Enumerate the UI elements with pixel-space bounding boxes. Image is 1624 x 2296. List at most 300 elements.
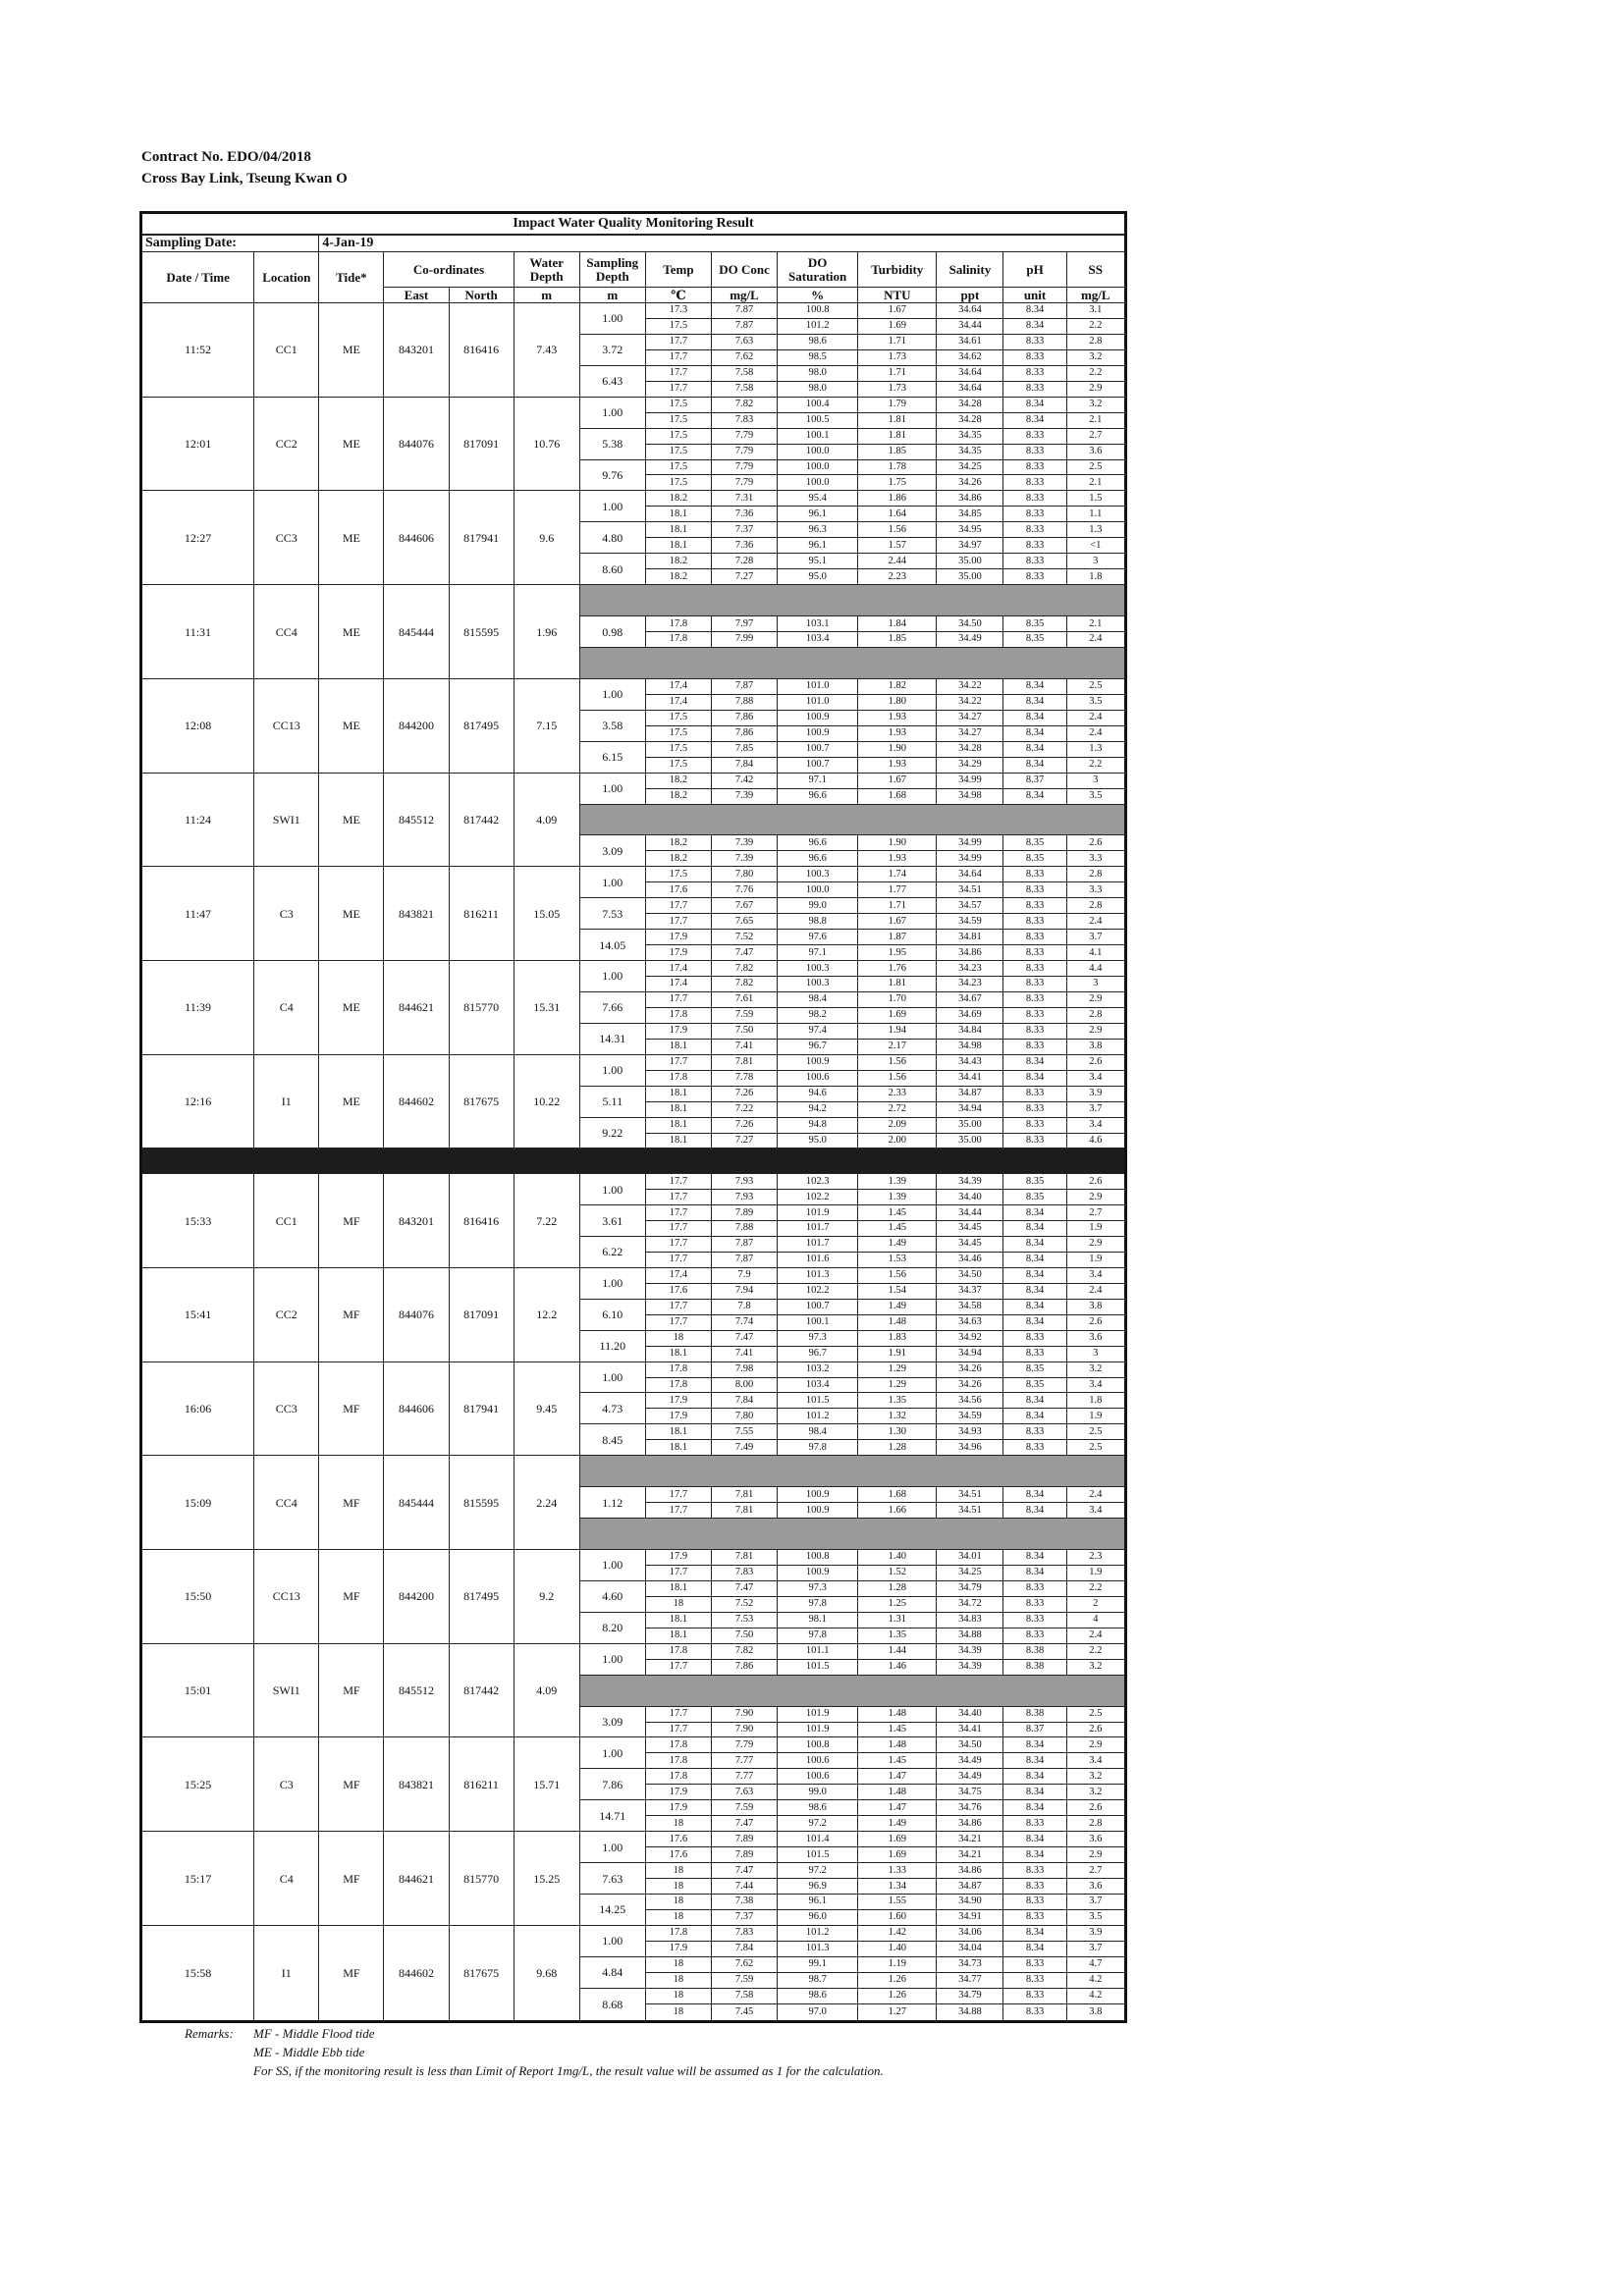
measure-do-conc: 7.36 xyxy=(711,538,777,554)
measure-do-saturation: 94.2 xyxy=(778,1101,858,1117)
measure-do-conc: 7.8 xyxy=(711,1299,777,1314)
measure-salinity: 34.86 xyxy=(937,945,1003,961)
measure-do-conc: 7.82 xyxy=(711,961,777,977)
measure-do-conc: 7.79 xyxy=(711,475,777,491)
measure-ph: 8.34 xyxy=(1003,1054,1066,1070)
measure-turbidity: 1.35 xyxy=(858,1628,937,1643)
measure-ss: 2.6 xyxy=(1066,1722,1125,1737)
water-depth: 7.15 xyxy=(514,678,579,773)
measure-salinity: 34.64 xyxy=(937,867,1003,882)
measure-ph: 8.33 xyxy=(1003,1101,1066,1117)
measure-turbidity: 1.44 xyxy=(858,1643,937,1659)
measure-salinity: 34.49 xyxy=(937,1769,1003,1785)
measure-do-conc: 7.93 xyxy=(711,1190,777,1205)
coord-east: 843821 xyxy=(384,1737,449,1832)
measure-ss: 2.9 xyxy=(1066,1737,1125,1753)
measure-ph: 8.33 xyxy=(1003,459,1066,475)
measure-do-conc: 7.58 xyxy=(711,1988,777,2003)
measure-do-conc: 7.87 xyxy=(711,303,777,319)
measure-do-conc: 7.99 xyxy=(711,632,777,648)
table-row xyxy=(141,867,1126,882)
coord-north: 816211 xyxy=(449,867,514,961)
measure-do-saturation: 100.0 xyxy=(778,475,858,491)
measure-ph: 8.34 xyxy=(1003,1205,1066,1221)
measure-temp: 18.1 xyxy=(645,538,711,554)
sampling-depth: 1.00 xyxy=(579,961,645,992)
measure-do-saturation: 101.0 xyxy=(778,678,858,694)
measure-salinity: 34.92 xyxy=(937,1330,1003,1346)
measure-ss: 2.8 xyxy=(1066,1007,1125,1023)
measure-salinity: 34.56 xyxy=(937,1393,1003,1409)
coord-north: 815595 xyxy=(449,585,514,679)
sampling-depth: 14.31 xyxy=(579,1023,645,1054)
measure-ss: 2.8 xyxy=(1066,1816,1125,1832)
measure-do-saturation: 98.0 xyxy=(778,381,858,397)
blank-depth-band xyxy=(579,1675,1125,1706)
measure-ss: 4.2 xyxy=(1066,1972,1125,1988)
measure-do-conc: 7.77 xyxy=(711,1769,777,1785)
measure-do-saturation: 97.8 xyxy=(778,1596,858,1612)
measure-temp: 17.7 xyxy=(645,914,711,930)
measure-temp: 18.2 xyxy=(645,851,711,867)
measure-turbidity: 1.66 xyxy=(858,1503,937,1519)
measure-ph: 8.33 xyxy=(1003,444,1066,459)
measure-salinity: 34.67 xyxy=(937,991,1003,1007)
tide-code: ME xyxy=(319,303,384,398)
measure-salinity: 35.00 xyxy=(937,569,1003,585)
coord-north: 817495 xyxy=(449,678,514,773)
measure-salinity: 34.86 xyxy=(937,491,1003,507)
measure-turbidity: 1.79 xyxy=(858,397,937,412)
measure-turbidity: 1.67 xyxy=(858,773,937,788)
sampling-depth: 3.58 xyxy=(579,710,645,741)
measure-temp: 18.1 xyxy=(645,1424,711,1440)
measure-do-conc: 7.81 xyxy=(711,1550,777,1566)
measure-ph: 8.34 xyxy=(1003,1753,1066,1769)
measure-ss: 3.6 xyxy=(1066,1832,1125,1847)
measure-do-conc: 7.76 xyxy=(711,882,777,898)
measure-turbidity: 1.30 xyxy=(858,1424,937,1440)
measure-ph: 8.33 xyxy=(1003,2003,1066,2021)
measure-temp: 17.5 xyxy=(645,397,711,412)
blank-depth-band xyxy=(579,1456,1125,1487)
measure-ph: 8.34 xyxy=(1003,1252,1066,1267)
coord-north: 815595 xyxy=(449,1456,514,1550)
measure-do-saturation: 98.6 xyxy=(778,1988,858,2003)
measure-turbidity: 1.29 xyxy=(858,1362,937,1377)
measure-do-conc: 7.85 xyxy=(711,741,777,757)
measure-do-saturation: 101.4 xyxy=(778,1832,858,1847)
measure-turbidity: 1.28 xyxy=(858,1580,937,1596)
measure-temp: 17.8 xyxy=(645,616,711,632)
measure-ph: 8.34 xyxy=(1003,1487,1066,1503)
tide-code: MF xyxy=(319,1550,384,1644)
tide-code: MF xyxy=(319,1643,384,1737)
measure-do-conc: 7.62 xyxy=(711,349,777,365)
coord-east: 844606 xyxy=(384,1362,449,1456)
measure-do-saturation: 96.6 xyxy=(778,851,858,867)
tide-separator-row xyxy=(141,1148,1126,1174)
measure-do-conc: 7.82 xyxy=(711,1643,777,1659)
sample-time: 12:27 xyxy=(141,491,254,585)
measure-ph: 8.33 xyxy=(1003,1879,1066,1895)
measure-salinity: 34.40 xyxy=(937,1190,1003,1205)
station-location: CC2 xyxy=(254,397,319,491)
measure-temp: 17.7 xyxy=(645,1565,711,1580)
measure-salinity: 34.75 xyxy=(937,1785,1003,1800)
measure-turbidity: 1.45 xyxy=(858,1205,937,1221)
measure-do-saturation: 95.1 xyxy=(778,554,858,569)
measure-ph: 8.34 xyxy=(1003,1299,1066,1314)
coord-east: 845512 xyxy=(384,1643,449,1737)
measure-do-saturation: 96.1 xyxy=(778,507,858,522)
measure-turbidity: 1.25 xyxy=(858,1596,937,1612)
measure-do-conc: 7.52 xyxy=(711,930,777,945)
measure-turbidity: 1.46 xyxy=(858,1659,937,1675)
sampling-date: 4-Jan-19 xyxy=(319,235,1126,252)
measure-ph: 8.35 xyxy=(1003,1377,1066,1393)
measure-do-saturation: 96.9 xyxy=(778,1879,858,1895)
measure-do-conc: 7.97 xyxy=(711,616,777,632)
measure-salinity: 34.91 xyxy=(937,1909,1003,1925)
measure-ss: 1.3 xyxy=(1066,522,1125,538)
measure-do-conc: 7.90 xyxy=(711,1722,777,1737)
measure-turbidity: 2.17 xyxy=(858,1039,937,1054)
measure-do-saturation: 101.5 xyxy=(778,1847,858,1863)
measure-do-conc: 7.39 xyxy=(711,788,777,804)
measure-do-conc: 7.87 xyxy=(711,678,777,694)
col-sampling-depth: Sampling Depth xyxy=(579,252,645,288)
water-quality-table xyxy=(139,211,1127,2023)
measure-do-saturation: 100.3 xyxy=(778,961,858,977)
measure-do-conc: 7.44 xyxy=(711,1879,777,1895)
sampling-depth: 7.63 xyxy=(579,1863,645,1895)
table-row xyxy=(141,1456,1126,1471)
measure-salinity: 34.77 xyxy=(937,1972,1003,1988)
measure-temp: 17.7 xyxy=(645,381,711,397)
measure-do-saturation: 101.2 xyxy=(778,318,858,334)
measure-salinity: 34.39 xyxy=(937,1659,1003,1675)
measure-salinity: 34.73 xyxy=(937,1956,1003,1972)
measure-ph: 8.33 xyxy=(1003,1863,1066,1879)
measure-salinity: 34.21 xyxy=(937,1832,1003,1847)
sampling-depth: 4.84 xyxy=(579,1956,645,1988)
tide-code: ME xyxy=(319,491,384,585)
measure-ph: 8.33 xyxy=(1003,1424,1066,1440)
measure-salinity: 34.25 xyxy=(937,459,1003,475)
measure-temp: 17.8 xyxy=(645,632,711,648)
measure-ph: 8.33 xyxy=(1003,1086,1066,1101)
measure-ss: 3.8 xyxy=(1066,1299,1125,1314)
measure-temp: 17.7 xyxy=(645,1190,711,1205)
measure-do-conc: 7.59 xyxy=(711,1972,777,1988)
measure-turbidity: 1.45 xyxy=(858,1753,937,1769)
remarks-label: Remarks: xyxy=(185,2026,234,2041)
measure-do-conc: 7.47 xyxy=(711,1580,777,1596)
measure-temp: 17.7 xyxy=(645,1706,711,1722)
table-row xyxy=(141,1925,1126,1941)
measure-turbidity: 1.93 xyxy=(858,851,937,867)
measure-ss: 2.8 xyxy=(1066,898,1125,914)
measure-do-saturation: 94.6 xyxy=(778,1086,858,1101)
tide-code: ME xyxy=(319,773,384,867)
tide-code: ME xyxy=(319,867,384,961)
measure-do-saturation: 96.7 xyxy=(778,1039,858,1054)
measure-do-conc: 7.80 xyxy=(711,1409,777,1424)
remark-me: ME - Middle Ebb tide xyxy=(253,2045,365,2059)
measure-ph: 8.35 xyxy=(1003,1190,1066,1205)
measure-ss: 3.2 xyxy=(1066,349,1125,365)
measure-temp: 17.9 xyxy=(645,1941,711,1956)
tide-code: ME xyxy=(319,678,384,773)
table-row xyxy=(141,1737,1126,1753)
tide-separator xyxy=(141,1148,1126,1174)
measure-do-saturation: 96.6 xyxy=(778,835,858,851)
measure-ss: 3.2 xyxy=(1066,1659,1125,1675)
measure-do-saturation: 98.4 xyxy=(778,1424,858,1440)
measure-do-saturation: 102.2 xyxy=(778,1283,858,1299)
measure-salinity: 34.51 xyxy=(937,882,1003,898)
measure-do-conc: 7.89 xyxy=(711,1832,777,1847)
unit-water-depth: m xyxy=(514,288,579,303)
measure-do-conc: 7.62 xyxy=(711,1956,777,1972)
measure-do-saturation: 95.4 xyxy=(778,491,858,507)
measure-temp: 18.2 xyxy=(645,773,711,788)
measure-salinity: 34.86 xyxy=(937,1816,1003,1832)
measure-salinity: 34.69 xyxy=(937,1007,1003,1023)
measure-ph: 8.34 xyxy=(1003,694,1066,710)
measure-do-saturation: 102.2 xyxy=(778,1190,858,1205)
measure-do-conc: 7.58 xyxy=(711,381,777,397)
measure-ph: 8.33 xyxy=(1003,1816,1066,1832)
measure-do-conc: 7.36 xyxy=(711,507,777,522)
measure-do-conc: 7.55 xyxy=(711,1424,777,1440)
measure-ph: 8.33 xyxy=(1003,930,1066,945)
sampling-depth: 1.00 xyxy=(579,1737,645,1769)
measure-ph: 8.33 xyxy=(1003,1023,1066,1039)
measure-turbidity: 1.49 xyxy=(858,1816,937,1832)
measure-do-saturation: 100.5 xyxy=(778,412,858,428)
measure-temp: 18 xyxy=(645,1330,711,1346)
project-name: Cross Bay Link, Tseung Kwan O xyxy=(141,171,348,187)
measure-salinity: 34.96 xyxy=(937,1440,1003,1456)
measure-ph: 8.33 xyxy=(1003,569,1066,585)
station-location: C3 xyxy=(254,867,319,961)
measure-do-saturation: 97.3 xyxy=(778,1580,858,1596)
measure-salinity: 34.26 xyxy=(937,475,1003,491)
measure-ss: 4.6 xyxy=(1066,1133,1125,1148)
measure-ss: 3 xyxy=(1066,976,1125,991)
measure-do-conc: 7.80 xyxy=(711,867,777,882)
measure-do-saturation: 98.5 xyxy=(778,349,858,365)
tide-code: MF xyxy=(319,1174,384,1268)
measure-do-saturation: 101.2 xyxy=(778,1409,858,1424)
measure-ss: 3.7 xyxy=(1066,1894,1125,1909)
measure-do-conc: 7.47 xyxy=(711,1816,777,1832)
measure-turbidity: 1.71 xyxy=(858,334,937,349)
measure-ss: 2.4 xyxy=(1066,710,1125,725)
measure-salinity: 34.26 xyxy=(937,1362,1003,1377)
station-location: SWI1 xyxy=(254,1643,319,1737)
measure-ss: 3.9 xyxy=(1066,1925,1125,1941)
station-location: C3 xyxy=(254,1737,319,1832)
water-depth: 7.43 xyxy=(514,303,579,398)
measure-do-saturation: 98.6 xyxy=(778,1800,858,1816)
sample-time: 15:33 xyxy=(141,1174,254,1268)
measure-turbidity: 2.44 xyxy=(858,554,937,569)
measure-do-saturation: 100.9 xyxy=(778,1503,858,1519)
measure-turbidity: 1.28 xyxy=(858,1440,937,1456)
measure-turbidity: 1.64 xyxy=(858,507,937,522)
sampling-date-label: Sampling Date: xyxy=(141,235,319,252)
measure-do-conc: 7.84 xyxy=(711,757,777,773)
sampling-depth: 1.00 xyxy=(579,1174,645,1205)
sampling-depth: 1.12 xyxy=(579,1487,645,1519)
measure-ss: 2.2 xyxy=(1066,365,1125,381)
measure-do-conc: 7.86 xyxy=(711,1659,777,1675)
measure-do-conc: 7.39 xyxy=(711,835,777,851)
measure-salinity: 34.79 xyxy=(937,1988,1003,2003)
measure-salinity: 34.39 xyxy=(937,1643,1003,1659)
remark-ss-note: For SS, if the monitoring result is less than Limit of Report 1mg/L, the result value will be assumed as 1 for the calculation. xyxy=(253,2063,884,2078)
measure-ph: 8.34 xyxy=(1003,1550,1066,1566)
sampling-depth: 1.00 xyxy=(579,1643,645,1675)
measure-do-saturation: 100.8 xyxy=(778,1737,858,1753)
coord-east: 845512 xyxy=(384,773,449,867)
measure-temp: 17.9 xyxy=(645,945,711,961)
measure-do-saturation: 95.0 xyxy=(778,569,858,585)
measure-do-conc: 7.27 xyxy=(711,569,777,585)
measure-salinity: 34.86 xyxy=(937,1863,1003,1879)
measure-salinity: 34.41 xyxy=(937,1722,1003,1737)
measure-turbidity: 1.78 xyxy=(858,459,937,475)
sampling-depth: 8.68 xyxy=(579,1988,645,2021)
measure-ph: 8.33 xyxy=(1003,882,1066,898)
table-row xyxy=(141,397,1126,412)
measure-ss: 2.9 xyxy=(1066,381,1125,397)
measure-ss: 3.3 xyxy=(1066,882,1125,898)
measure-turbidity: 1.27 xyxy=(858,2003,937,2021)
measure-do-conc: 7.59 xyxy=(711,1007,777,1023)
sampling-depth: 4.80 xyxy=(579,522,645,554)
measure-do-conc: 7.86 xyxy=(711,725,777,741)
measure-turbidity: 2.23 xyxy=(858,569,937,585)
measure-ph: 8.33 xyxy=(1003,349,1066,365)
measure-do-saturation: 98.6 xyxy=(778,334,858,349)
measure-do-conc: 7.83 xyxy=(711,1925,777,1941)
measure-temp: 17.6 xyxy=(645,882,711,898)
measure-turbidity: 1.49 xyxy=(858,1299,937,1314)
sampling-depth: 8.60 xyxy=(579,554,645,585)
coord-east: 844602 xyxy=(384,1925,449,2021)
measure-temp: 17.7 xyxy=(645,1174,711,1190)
measure-turbidity: 1.40 xyxy=(858,1550,937,1566)
measure-temp: 18 xyxy=(645,1988,711,2003)
measure-turbidity: 1.54 xyxy=(858,1283,937,1299)
measure-temp: 17.6 xyxy=(645,1832,711,1847)
measure-temp: 18 xyxy=(645,1894,711,1909)
measure-do-conc: 7.39 xyxy=(711,851,777,867)
measure-salinity: 34.58 xyxy=(937,1299,1003,1314)
measure-ph: 8.33 xyxy=(1003,1580,1066,1596)
coord-north: 816416 xyxy=(449,303,514,398)
measure-ss: 2.6 xyxy=(1066,1174,1125,1190)
measure-temp: 17.8 xyxy=(645,1769,711,1785)
col-turbidity: Turbidity xyxy=(858,252,937,288)
measure-salinity: 34.88 xyxy=(937,2003,1003,2021)
measure-ph: 8.34 xyxy=(1003,1070,1066,1086)
measure-do-conc: 7.89 xyxy=(711,1205,777,1221)
measure-do-conc: 7.90 xyxy=(711,1706,777,1722)
water-depth: 10.76 xyxy=(514,397,579,491)
measure-temp: 17.5 xyxy=(645,412,711,428)
coord-east: 844076 xyxy=(384,397,449,491)
measure-do-conc: 7.38 xyxy=(711,1894,777,1909)
measure-do-conc: 7.26 xyxy=(711,1086,777,1101)
measure-turbidity: 1.29 xyxy=(858,1377,937,1393)
measure-do-conc: 7.22 xyxy=(711,1101,777,1117)
unit-do-conc: mg/L xyxy=(711,288,777,303)
sampling-depth: 4.73 xyxy=(579,1393,645,1424)
measure-salinity: 34.76 xyxy=(937,1800,1003,1816)
measure-do-conc: 7.9 xyxy=(711,1267,777,1283)
measure-ph: 8.34 xyxy=(1003,725,1066,741)
measure-do-conc: 7.84 xyxy=(711,1393,777,1409)
sampling-depth: 3.61 xyxy=(579,1205,645,1237)
measure-temp: 17.8 xyxy=(645,1753,711,1769)
table-row xyxy=(141,1832,1126,1847)
measure-ph: 8.35 xyxy=(1003,632,1066,648)
measure-ph: 8.33 xyxy=(1003,867,1066,882)
measure-salinity: 34.95 xyxy=(937,522,1003,538)
measure-ss: 1.1 xyxy=(1066,507,1125,522)
measure-temp: 17.8 xyxy=(645,1362,711,1377)
measure-ss: 3.5 xyxy=(1066,788,1125,804)
water-depth: 15.25 xyxy=(514,1832,579,1926)
measure-do-saturation: 101.9 xyxy=(778,1706,858,1722)
measure-turbidity: 1.26 xyxy=(858,1972,937,1988)
coord-north: 815770 xyxy=(449,1832,514,1926)
measure-temp: 17.9 xyxy=(645,1550,711,1566)
sampling-depth: 14.71 xyxy=(579,1800,645,1832)
col-ss: SS xyxy=(1066,252,1125,288)
tide-code: MF xyxy=(319,1267,384,1362)
measure-do-saturation: 100.3 xyxy=(778,976,858,991)
measure-turbidity: 1.39 xyxy=(858,1174,937,1190)
coord-north: 817091 xyxy=(449,1267,514,1362)
measure-do-conc: 7.82 xyxy=(711,397,777,412)
measure-do-saturation: 103.4 xyxy=(778,1377,858,1393)
measure-ph: 8.33 xyxy=(1003,1972,1066,1988)
measure-salinity: 34.27 xyxy=(937,710,1003,725)
measure-ss: 3.2 xyxy=(1066,1362,1125,1377)
measure-temp: 18 xyxy=(645,2003,711,2021)
measure-salinity: 34.57 xyxy=(937,898,1003,914)
station-location: CC4 xyxy=(254,1456,319,1550)
measure-ss: 3 xyxy=(1066,554,1125,569)
measure-salinity: 34.37 xyxy=(937,1283,1003,1299)
measure-ph: 8.33 xyxy=(1003,334,1066,349)
measure-ss: 2.7 xyxy=(1066,1863,1125,1879)
measure-salinity: 34.63 xyxy=(937,1314,1003,1330)
coord-north: 817442 xyxy=(449,1643,514,1737)
measure-turbidity: 1.94 xyxy=(858,1023,937,1039)
measure-do-conc: 7.63 xyxy=(711,1785,777,1800)
measure-salinity: 35.00 xyxy=(937,1117,1003,1133)
measure-ph: 8.34 xyxy=(1003,1800,1066,1816)
measure-do-saturation: 100.9 xyxy=(778,725,858,741)
coord-north: 816211 xyxy=(449,1737,514,1832)
